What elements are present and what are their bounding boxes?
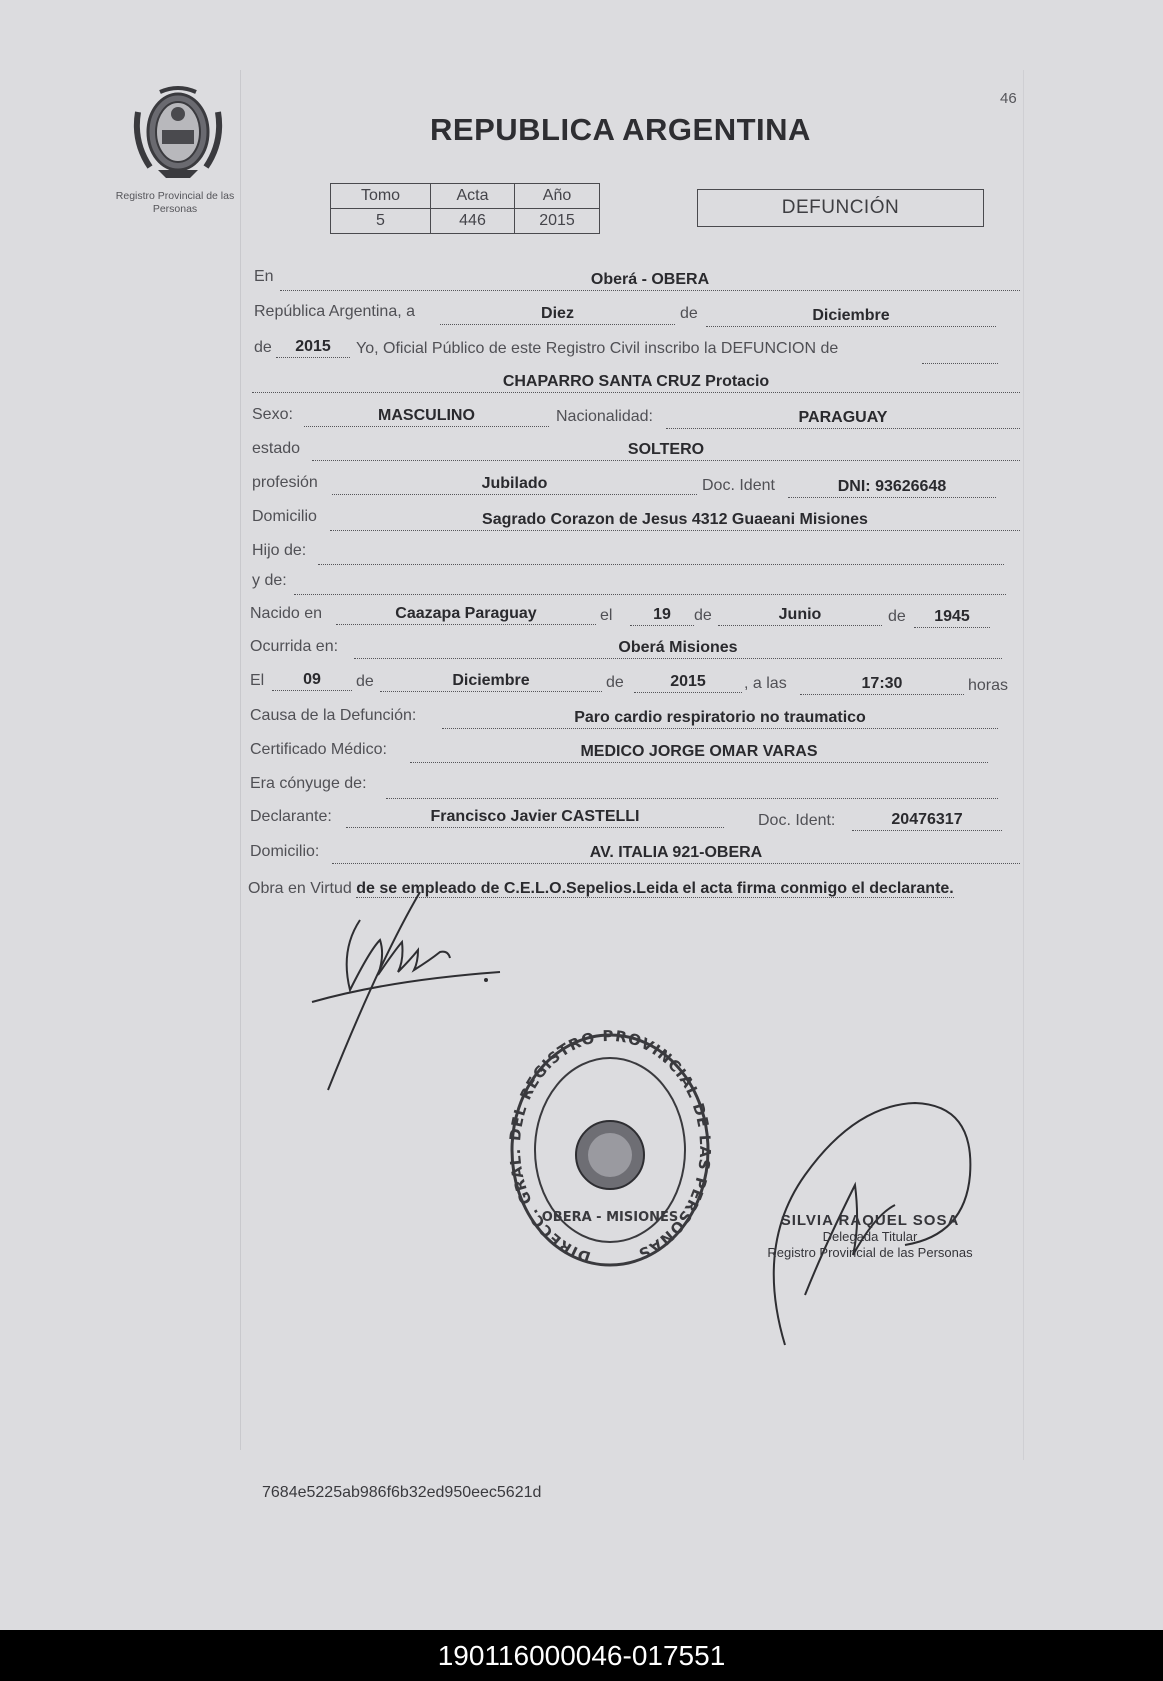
estado-value: SOLTERO [312,440,1020,461]
ocurrida-label: Ocurrida en: [250,638,339,655]
official-name: SILVIA RAQUEL SOSA [780,1212,960,1229]
causa-value: Paro cardio respiratorio no traumatico [442,708,998,729]
doc-ident-label: Doc. Ident: [758,812,836,829]
place-value: Oberá - OBERA [280,270,1020,291]
doc-label: Doc. Ident [702,477,775,494]
profesion-label: profesión [252,474,318,491]
registry-seal [500,1025,720,1275]
nacionalidad-label: Nacionalidad: [556,408,653,425]
death-time: 17:30 [800,674,964,695]
death-month: Diciembre [380,671,602,692]
seal-inner-text: OBERA - MISIONES [541,1210,679,1225]
inscribo-blank [922,343,998,364]
domicilio-label: Domicilio [252,508,317,525]
domicilio-value: Sagrado Corazon de Jesus 4312 Guaeani Misiones [330,510,1020,531]
conyuge-value [386,778,998,799]
day-value: Diez [440,304,675,325]
de-label-5: de [356,673,374,690]
ocurrida-value: Oberá Misiones [354,638,1002,659]
obra-value: de se empleado de C.E.L.O.Sepelios.Leida el acta firma conmigo el declarante. [356,880,954,897]
nacionalidad-value: PARAGUAY [666,408,1020,429]
conyuge-label: Era cónyuge de: [250,775,367,792]
de-label-4: de [888,608,906,625]
horas-label: horas [968,677,1009,694]
official-stamp [750,1212,990,1261]
sexo-value: MASCULINO [304,406,549,427]
record-table [330,183,600,234]
birth-month: Junio [718,605,882,626]
el-cap-label: El [250,672,265,689]
declarant-signature [300,880,520,1100]
right-margin-line [1023,70,1024,1460]
deceased-name: CHAPARRO SANTA CRUZ Protacio [252,372,1020,393]
y-de-value [294,574,1006,595]
official-office: Registro Provincial de las Personas [767,1245,973,1260]
obra-label: Obra en Virtud [248,880,352,897]
acta-header: Acta [431,184,515,209]
profesion-value: Jubilado [332,474,697,495]
en-label: En [254,268,274,285]
anio-value: 2015 [515,209,600,234]
de-label-6: de [606,674,624,691]
causa-label: Causa de la Defunción: [250,707,417,724]
provincial-coat-of-arms-icon [128,82,228,182]
left-margin-line [240,70,241,1450]
death-year: 2015 [634,672,742,693]
birth-day: 19 [630,605,694,626]
a-las-label: , a las [744,675,787,692]
republica-label: República Argentina, a [254,303,415,320]
anio-header: Año [515,184,600,209]
hijo-value [318,544,1004,565]
certificado-label: Certificado Médico: [250,741,387,758]
official-role: Delegada Titular [822,1229,918,1244]
acta-value: 446 [431,209,515,234]
doc-value: DNI: 93626648 [788,477,996,498]
certificado-value: MEDICO JORGE OMAR VARAS [410,742,988,763]
registry-label: Registro Provincial de las Personas [115,190,235,215]
page-number: 46 [1000,90,1017,107]
inscribo-text: Yo, Oficial Público de este Registro Civil inscribo la DEFUNCION de [356,340,839,357]
domicilio2-label: Domicilio: [250,843,320,860]
y-de-label: y de: [252,572,287,589]
tomo-value: 5 [331,209,431,234]
document-title: REPUBLICA ARGENTINA [430,112,811,147]
footer-id-bar: 190116000046-017551 [0,1630,1163,1681]
death-day: 09 [272,670,352,691]
sexo-label: Sexo: [252,406,293,423]
declarante-value: Francisco Javier CASTELLI [346,807,724,828]
hijo-label: Hijo de: [252,542,307,559]
seal-ring-text: DIRECC. GRAL. DEL REGISTRO PROVINCIAL DE LAS PERSONAS [506,1026,715,1267]
year-value: 2015 [276,337,350,358]
tomo-header: Tomo [331,184,431,209]
estado-label: estado [252,440,301,457]
birth-year: 1945 [914,607,990,628]
de-label-2: de [254,339,272,356]
de-label-1: de [680,305,698,322]
de-label-3: de [694,607,712,624]
el-label: el [600,607,613,624]
document-hash: 7684e5225ab986f6b32ed950eec5621d [262,1484,542,1501]
declarante-doc: 20476317 [852,810,1002,831]
month-value: Diciembre [706,306,996,327]
record-type-box: DEFUNCIÓN [697,189,984,227]
declarante-label: Declarante: [250,808,332,825]
nacido-label: Nacido en [250,605,323,622]
birthplace-value: Caazapa Paraguay [336,604,596,625]
domicilio2-value: AV. ITALIA 921-OBERA [332,843,1020,864]
